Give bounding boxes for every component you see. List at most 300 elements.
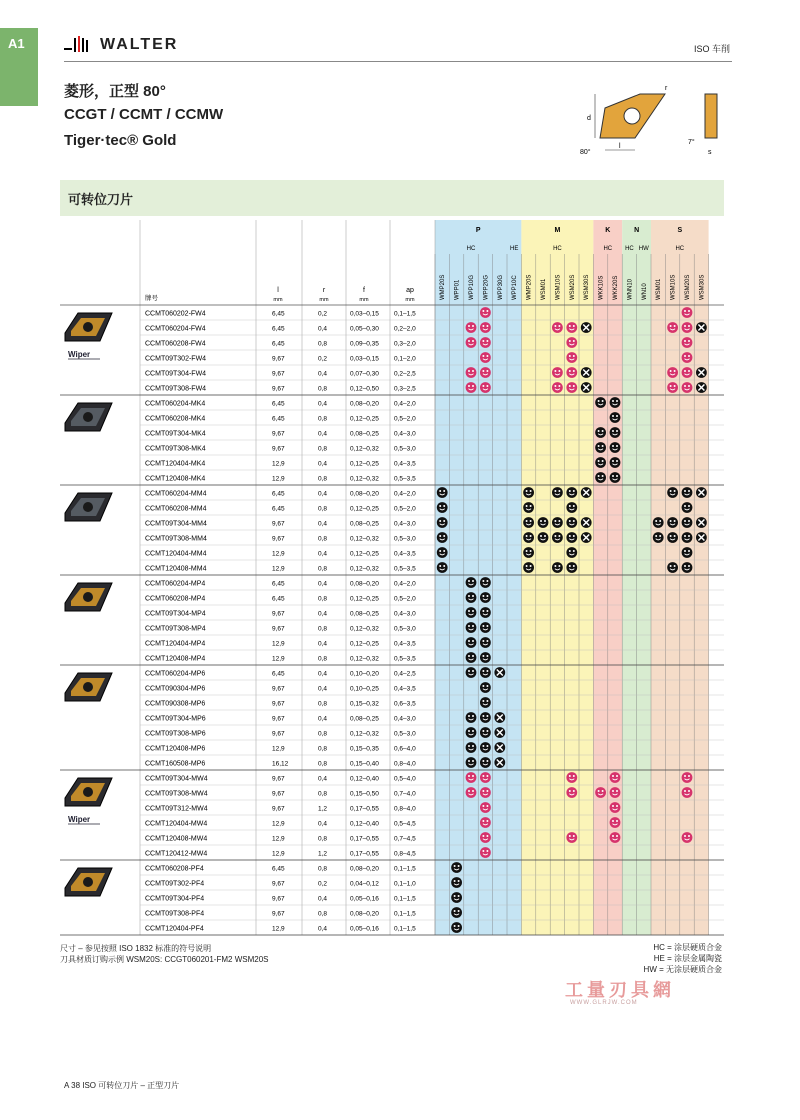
face-eye-icon (482, 805, 484, 807)
row-l: 6,45 (272, 310, 285, 318)
grade-recommended-icon (451, 877, 462, 888)
grade-recommended-icon (667, 532, 678, 543)
grade-recommended-icon (466, 652, 477, 663)
face-eye-icon (670, 535, 672, 537)
row-designation: CCMT09T304-MM4 (145, 520, 207, 528)
grade-recommended-icon (610, 772, 621, 783)
face-eye-icon (482, 835, 484, 837)
face-eye-icon (688, 490, 690, 492)
row-f: 0,12–0,40 (350, 820, 379, 828)
face-eye-icon (573, 775, 575, 777)
face-eye-icon (526, 550, 528, 552)
face-eye-icon (602, 400, 604, 402)
face-eye-icon (472, 790, 474, 792)
row-f: 0,05–0,16 (350, 925, 379, 933)
grade-recommended-icon (595, 457, 606, 468)
face-eye-icon (598, 475, 600, 477)
row-designation: CCMT090304-MP6 (145, 685, 206, 693)
grade-recommended-icon (538, 532, 549, 543)
coating-label: HW (638, 246, 649, 252)
row-designation: CCMT09T304-MP6 (145, 715, 206, 723)
face-eye-icon (458, 910, 460, 912)
grade-recommended-icon (566, 787, 577, 798)
row-designation: CCMT120404-MP4 (145, 640, 206, 648)
grade-recommended-icon (466, 727, 477, 738)
row-l: 6,45 (272, 415, 285, 423)
row-f: 0,15–0,32 (350, 700, 379, 708)
section-label: ISO 车削 (693, 44, 730, 54)
face-eye-icon (558, 565, 560, 567)
face-eye-icon (472, 775, 474, 777)
row-designation: CCMT120408-MW4 (145, 835, 208, 843)
face-eye-icon (670, 565, 672, 567)
grade-recommended-icon (466, 382, 477, 393)
face-eye-icon (659, 520, 661, 522)
face-eye-icon (482, 685, 484, 687)
face-eye-icon (598, 790, 600, 792)
face-eye-icon (454, 895, 456, 897)
row-r: 0,4 (318, 895, 328, 903)
face-eye-icon (486, 370, 488, 372)
face-eye-icon (540, 535, 542, 537)
face-eye-icon (468, 385, 470, 387)
face-eye-icon (554, 535, 556, 537)
legend-he: HE = 涂层金属陶瓷 (653, 954, 722, 963)
row-ap: 0,3–2,5 (394, 385, 416, 393)
face-eye-icon (526, 520, 528, 522)
row-r: 0,8 (318, 565, 328, 573)
grade-recommended-icon (480, 712, 491, 723)
row-ap: 0,4–2,0 (394, 400, 416, 408)
row-f: 0,17–0,55 (350, 850, 379, 858)
face-eye-icon (655, 535, 657, 537)
face-eye-icon (482, 700, 484, 702)
grade-recommended-icon (566, 517, 577, 528)
diagram-label-s: s (708, 149, 712, 156)
grade-recommended-icon (523, 502, 534, 513)
row-designation: CCMT060208-PF4 (145, 865, 204, 873)
header-unit: mm (319, 297, 329, 303)
row-r: 0,4 (318, 490, 328, 498)
insert-hole-icon (83, 322, 93, 332)
row-r: 0,8 (318, 340, 328, 348)
row-designation: CCMT09T304-MW4 (145, 775, 208, 783)
row-designation: CCMT09T304-FW4 (145, 370, 207, 378)
face-eye-icon (486, 325, 488, 327)
face-eye-icon (573, 790, 575, 792)
grade-recommended-icon (523, 517, 534, 528)
watermark: 工量刃具網 (565, 980, 675, 1000)
row-l: 9,67 (272, 805, 285, 813)
row-l: 6,45 (272, 670, 285, 678)
row-designation: CCMT09T302-PF4 (145, 880, 205, 888)
grade-recommended-icon (610, 457, 621, 468)
grade-recommended-icon (466, 622, 477, 633)
face-eye-icon (439, 520, 441, 522)
row-ap: 0,4–2,5 (394, 670, 416, 678)
face-eye-icon (573, 565, 575, 567)
row-ap: 0,1–1,5 (394, 925, 416, 933)
grade-header: WSM01 (541, 278, 547, 300)
grade-recommended-icon (682, 787, 693, 798)
face-eye-icon (554, 565, 556, 567)
diagram-label-d: d (587, 115, 591, 122)
face-eye-icon (684, 565, 686, 567)
face-eye-icon (573, 340, 575, 342)
row-r: 0,8 (318, 730, 328, 738)
grade-recommended-icon (466, 742, 477, 753)
grade-recommended-icon (480, 592, 491, 603)
grade-recommended-icon (566, 322, 577, 333)
row-l: 12,9 (272, 475, 285, 483)
row-l: 12,9 (272, 550, 285, 558)
face-eye-icon (569, 520, 571, 522)
face-eye-icon (573, 355, 575, 357)
grade-recommended-icon (480, 337, 491, 348)
row-f: 0,12–0,32 (350, 625, 379, 633)
face-eye-icon (573, 550, 575, 552)
row-designation: CCMT120404-MM4 (145, 550, 207, 558)
row-ap: 0,4–3,0 (394, 520, 416, 528)
face-eye-icon (684, 370, 686, 372)
row-r: 0,4 (318, 715, 328, 723)
row-l: 12,9 (272, 565, 285, 573)
row-ap: 0,5–3,0 (394, 445, 416, 453)
face-eye-icon (684, 310, 686, 312)
face-eye-icon (486, 625, 488, 627)
row-f: 0,15–0,40 (350, 760, 379, 768)
grade-recommended-icon (480, 607, 491, 618)
row-l: 9,67 (272, 370, 285, 378)
grade-recommended-icon (480, 352, 491, 363)
group-label-P: P (475, 227, 481, 234)
face-eye-icon (454, 925, 456, 927)
grade-recommended-icon (667, 487, 678, 498)
face-eye-icon (472, 385, 474, 387)
face-eye-icon (688, 775, 690, 777)
row-f: 0,03–0,15 (350, 310, 379, 318)
grade-header: WN10 (641, 283, 648, 300)
face-eye-icon (670, 325, 672, 327)
face-eye-icon (486, 385, 488, 387)
row-r: 0,4 (318, 400, 328, 408)
group-label-N: N (634, 227, 640, 234)
diagram-angle-label: 80° (580, 149, 591, 156)
face-eye-icon (486, 850, 488, 852)
face-eye-icon (688, 550, 690, 552)
grade-header: WPP30G (497, 274, 504, 300)
row-designation: CCMT09T304-PF4 (145, 895, 205, 903)
face-eye-icon (616, 475, 618, 477)
insert-geometry-diagram (575, 80, 735, 160)
grade-recommended-icon (466, 757, 477, 768)
face-eye-icon (482, 670, 484, 672)
face-eye-icon (439, 535, 441, 537)
grade-table (60, 220, 724, 940)
grade-recommended-icon (682, 532, 693, 543)
face-eye-icon (486, 595, 488, 597)
row-l: 9,67 (272, 610, 285, 618)
row-r: 0,8 (318, 655, 328, 663)
coating-legend (644, 942, 722, 975)
grade-header: WKK10S (598, 275, 605, 300)
face-eye-icon (472, 745, 474, 747)
grade-recommended-icon (523, 532, 534, 543)
grade-recommended-icon (682, 562, 693, 573)
grade-recommended-icon (653, 532, 664, 543)
grade-recommended-icon (667, 562, 678, 573)
row-designation: CCMT120404-MK4 (145, 460, 206, 468)
row-r: 0,8 (318, 760, 328, 768)
row-ap: 0,3–2,0 (394, 340, 416, 348)
face-eye-icon (468, 370, 470, 372)
row-ap: 0,5–3,5 (394, 565, 416, 573)
face-eye-icon (443, 490, 445, 492)
face-eye-icon (486, 580, 488, 582)
grade-recommended-icon (595, 442, 606, 453)
grade-recommended-icon (566, 352, 577, 363)
grade-recommended-icon (480, 682, 491, 693)
face-eye-icon (569, 385, 571, 387)
face-eye-icon (482, 580, 484, 582)
face-eye-icon (598, 430, 600, 432)
face-eye-icon (569, 790, 571, 792)
row-r: 0,8 (318, 625, 328, 633)
grade-header: WMP20S (526, 274, 533, 300)
row-designation: CCMT09T308-MP6 (145, 730, 206, 738)
face-eye-icon (616, 775, 618, 777)
grade-recommended-icon (480, 382, 491, 393)
face-eye-icon (443, 505, 445, 507)
grade-recommended-icon (610, 832, 621, 843)
row-l: 12,9 (272, 745, 285, 753)
row-ap: 0,1–1,5 (394, 910, 416, 918)
band-title: 可转位刀片 (68, 192, 134, 207)
face-eye-icon (486, 745, 488, 747)
grade-recommended-icon (480, 817, 491, 828)
section-band (60, 180, 724, 216)
face-eye-icon (670, 370, 672, 372)
row-l: 9,67 (272, 910, 285, 918)
row-ap: 0,1–1,5 (394, 865, 416, 873)
grade-recommended-icon (566, 832, 577, 843)
grade-recommended-icon (682, 832, 693, 843)
grade-recommended-icon (466, 607, 477, 618)
row-l: 12,9 (272, 460, 285, 468)
face-eye-icon (482, 715, 484, 717)
face-eye-icon (472, 670, 474, 672)
grade-recommended-icon (480, 697, 491, 708)
row-f: 0,05–0,30 (350, 325, 379, 333)
face-eye-icon (486, 355, 488, 357)
row-designation: CCMT120408-MP4 (145, 655, 206, 663)
brand-name: WALTER (100, 36, 179, 54)
grade-recommended-icon (480, 307, 491, 318)
grade-recommended-icon (480, 832, 491, 843)
row-r: 0,4 (318, 610, 328, 618)
row-l: 9,67 (272, 895, 285, 903)
row-ap: 0,8–4,5 (394, 850, 416, 858)
grade-header: WSM10S (670, 274, 677, 300)
face-eye-icon (554, 490, 556, 492)
row-r: 0,4 (318, 370, 328, 378)
row-r: 0,4 (318, 520, 328, 528)
row-designation: CCMT09T308-MM4 (145, 535, 207, 543)
row-ap: 0,5–4,0 (394, 775, 416, 783)
face-eye-icon (472, 580, 474, 582)
row-r: 0,8 (318, 385, 328, 393)
header-divider (64, 61, 732, 62)
grade-recommended-icon (466, 322, 477, 333)
row-designation: CCMT09T302-FW4 (145, 355, 207, 363)
grade-recommended-icon (466, 637, 477, 648)
row-ap: 0,1–1,5 (394, 895, 416, 903)
grade-recommended-icon (451, 862, 462, 873)
row-f: 0,08–0,20 (350, 865, 379, 873)
face-eye-icon (472, 370, 474, 372)
face-eye-icon (573, 385, 575, 387)
face-eye-icon (688, 355, 690, 357)
insert-hole-icon (83, 502, 93, 512)
grade-recommended-icon (566, 367, 577, 378)
insert-hole-icon (83, 412, 93, 422)
grade-recommended-icon (566, 772, 577, 783)
face-eye-icon (544, 520, 546, 522)
face-eye-icon (482, 730, 484, 732)
grade-recommended-icon (552, 532, 563, 543)
row-r: 0,8 (318, 595, 328, 603)
face-eye-icon (573, 520, 575, 522)
row-f: 0,08–0,20 (350, 910, 379, 918)
row-f: 0,12–0,40 (350, 775, 379, 783)
row-r: 0,4 (318, 820, 328, 828)
face-eye-icon (688, 835, 690, 837)
face-eye-icon (486, 730, 488, 732)
face-eye-icon (684, 550, 686, 552)
row-designation: CCMT09T308-PF4 (145, 910, 205, 918)
face-eye-icon (569, 370, 571, 372)
grade-recommended-icon (610, 787, 621, 798)
face-eye-icon (602, 790, 604, 792)
row-r: 0,8 (318, 445, 328, 453)
face-eye-icon (530, 535, 532, 537)
diagram-label-r: r (665, 85, 668, 92)
face-eye-icon (569, 505, 571, 507)
face-eye-icon (472, 760, 474, 762)
coating-label: HC (675, 246, 685, 252)
face-eye-icon (674, 370, 676, 372)
face-eye-icon (688, 310, 690, 312)
face-eye-icon (616, 820, 618, 822)
row-f: 0,07–0,30 (350, 370, 379, 378)
face-eye-icon (486, 610, 488, 612)
row-r: 0,8 (318, 475, 328, 483)
row-l: 6,45 (272, 400, 285, 408)
face-eye-icon (554, 370, 556, 372)
row-l: 6,45 (272, 865, 285, 873)
face-eye-icon (674, 325, 676, 327)
row-designation: CCMT09T308-MW4 (145, 790, 208, 798)
face-eye-icon (458, 865, 460, 867)
row-l: 9,67 (272, 775, 285, 783)
row-designation: CCMT060208-MK4 (145, 415, 206, 423)
face-eye-icon (482, 610, 484, 612)
grade-recommended-icon (451, 907, 462, 918)
face-eye-icon (688, 505, 690, 507)
face-eye-icon (670, 520, 672, 522)
face-eye-icon (612, 460, 614, 462)
logo-bars-icon (64, 36, 96, 54)
face-eye-icon (684, 340, 686, 342)
face-eye-icon (530, 565, 532, 567)
row-ap: 0,4–2,0 (394, 490, 416, 498)
face-eye-icon (688, 565, 690, 567)
row-ap: 0,2–2,0 (394, 325, 416, 333)
face-eye-icon (468, 640, 470, 642)
header-f: f (363, 287, 365, 294)
row-r: 0,2 (318, 355, 328, 363)
face-eye-icon (486, 685, 488, 687)
row-ap: 0,4–3,5 (394, 460, 416, 468)
face-eye-icon (569, 355, 571, 357)
group-label-M: M (554, 227, 561, 234)
row-f: 0,12–0,50 (350, 385, 379, 393)
row-f: 0,03–0,15 (350, 355, 379, 363)
row-designation: CCMT060208-MM4 (145, 505, 207, 513)
grade-recommended-icon (610, 412, 621, 423)
grade-header: WPP10G (469, 274, 475, 300)
row-designation: CCMT060204-MM4 (145, 490, 207, 498)
face-eye-icon (468, 655, 470, 657)
face-eye-icon (558, 325, 560, 327)
grade-recommended-icon (682, 502, 693, 513)
row-r: 0,2 (318, 880, 328, 888)
face-eye-icon (659, 535, 661, 537)
face-eye-icon (468, 745, 470, 747)
row-f: 0,12–0,32 (350, 475, 379, 483)
face-eye-icon (439, 565, 441, 567)
row-l: 9,67 (272, 430, 285, 438)
row-l: 12,9 (272, 655, 285, 663)
grade-recommended-icon (682, 382, 693, 393)
grade-recommended-icon (466, 667, 477, 678)
grade-recommended-icon (682, 547, 693, 558)
row-ap: 0,4–2,0 (394, 580, 416, 588)
face-eye-icon (486, 670, 488, 672)
row-r: 1,2 (318, 850, 328, 858)
face-eye-icon (573, 535, 575, 537)
grade-recommended-icon (466, 592, 477, 603)
face-eye-icon (573, 370, 575, 372)
row-designation: CCMT060208-FW4 (145, 340, 206, 348)
header-l: l (277, 287, 279, 294)
grade-recommended-icon (682, 322, 693, 333)
grade-recommended-icon (653, 517, 664, 528)
face-eye-icon (558, 370, 560, 372)
grade-recommended-icon (566, 337, 577, 348)
face-eye-icon (482, 745, 484, 747)
face-eye-icon (482, 370, 484, 372)
page-title: 菱形，正型 80° (64, 83, 166, 100)
face-eye-icon (439, 550, 441, 552)
row-ap: 0,4–3,0 (394, 430, 416, 438)
row-designation: CCMT120408-MK4 (145, 475, 206, 483)
group-label-S: S (677, 227, 683, 234)
grade-recommended-icon (480, 322, 491, 333)
face-eye-icon (472, 595, 474, 597)
grade-header: WSM30S (699, 274, 706, 300)
row-ap: 0,2–2,5 (394, 370, 416, 378)
